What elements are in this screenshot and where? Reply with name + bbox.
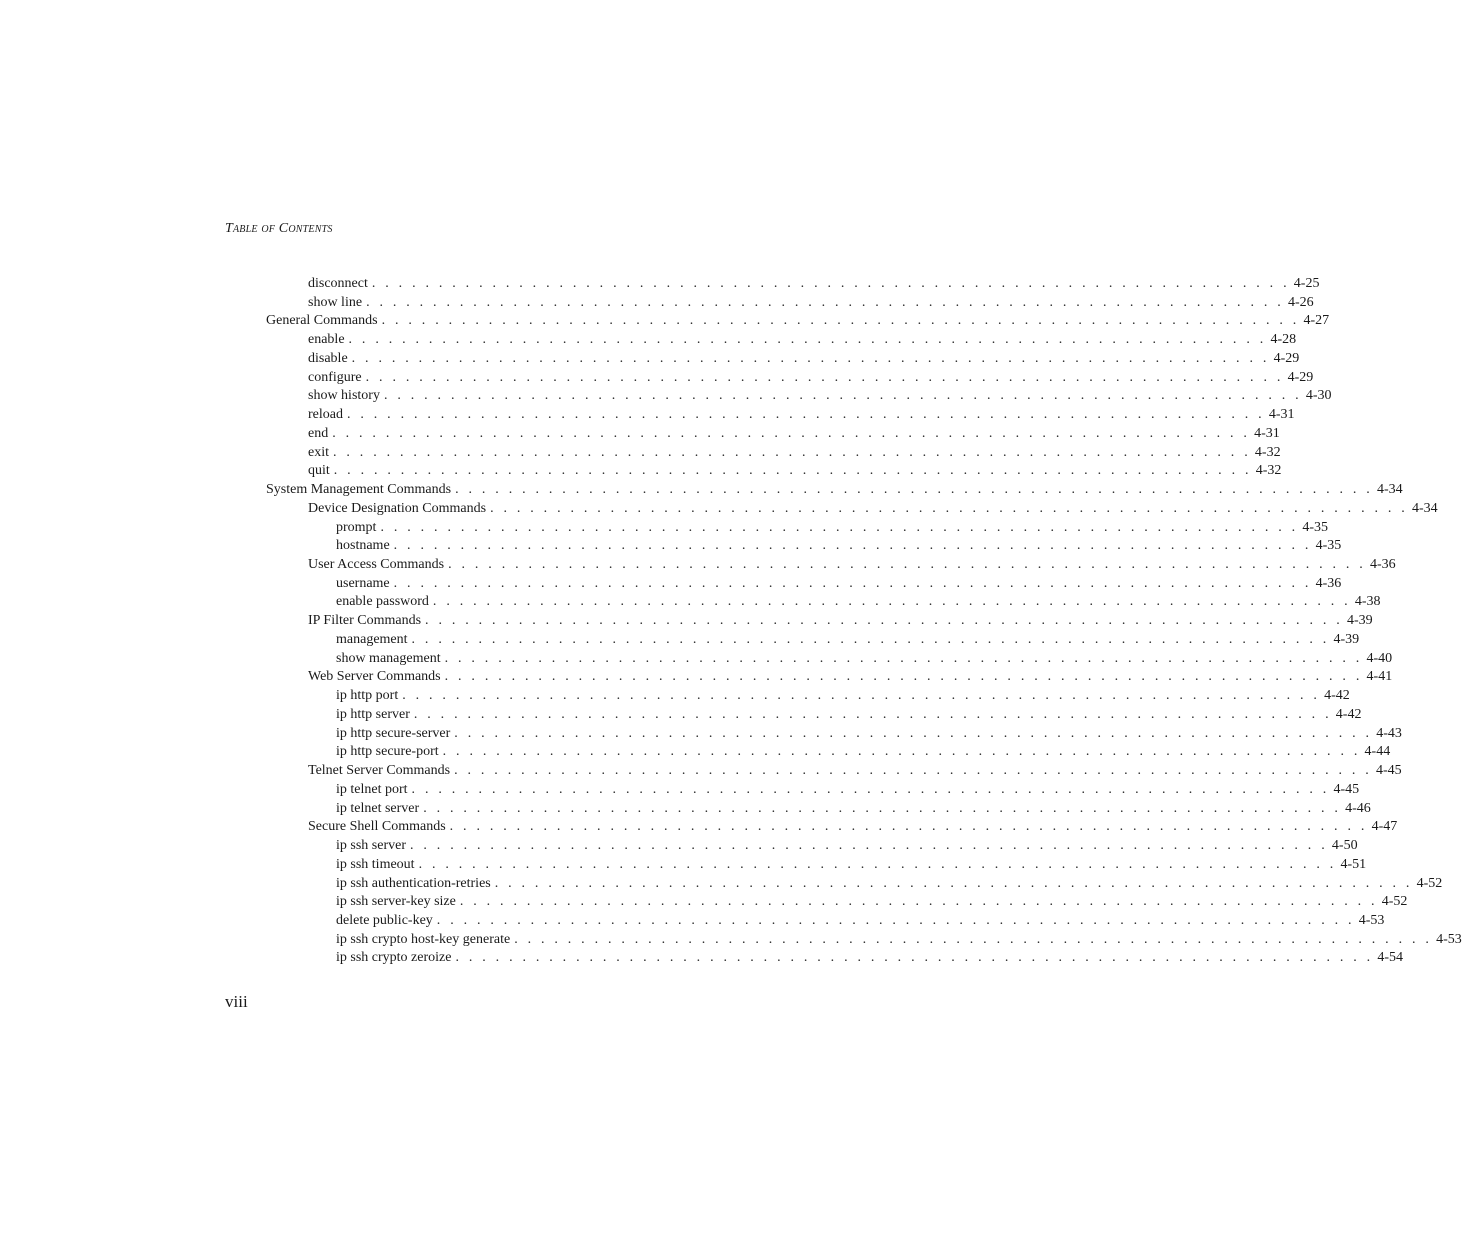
dot-leader: . . . . . . . . . . . . . . . . . . . . . . . . . . . . . . . . . . . . . . . . . . . . . . . . . . . . . . . . . . . . . . . . . . . . . <box>383 388 1302 404</box>
dot-leader: . . . . . . . . . . . . . . . . . . . . . . . . . . . . . . . . . . . . . . . . . . . . . . . . . . . . . . . . . . . . . . . . . . . . . <box>490 500 1408 516</box>
dot-leader: . . . . . . . . . . . . . . . . . . . . . . . . . . . . . . . . . . . . . . . . . . . . . . . . . . . . . . . . . . . . . . . . . . . . . <box>444 650 1363 666</box>
toc-entry <box>336 875 1443 894</box>
toc-entry <box>336 743 1391 762</box>
toc-entry-title: exit <box>308 444 329 460</box>
toc-entry-title: configure <box>308 369 362 385</box>
toc-entry <box>308 668 1393 687</box>
toc-entry <box>336 706 1362 725</box>
toc-entry-page: 4-28 <box>1270 332 1297 348</box>
toc-entry <box>336 650 1393 669</box>
toc-entry-title: Device Designation Commands <box>308 500 487 516</box>
toc-entry <box>336 725 1402 744</box>
dot-leader: . . . . . . . . . . . . . . . . . . . . . . . . . . . . . . . . . . . . . . . . . . . . . . . . . . . . . . . . . . . . . . . . . . . . . <box>444 669 1363 685</box>
dot-leader: . . . . . . . . . . . . . . . . . . . . . . . . . . . . . . . . . . . . . . . . . . . . . . . . . . . . . . . . . . . . . . . . . . . . . <box>332 425 1251 441</box>
toc-entry-page: 4-42 <box>1324 688 1350 704</box>
toc-entry-page: 4-29 <box>1273 350 1300 366</box>
page-number: viii <box>225 992 248 1011</box>
toc-entry <box>336 856 1367 875</box>
dot-leader: . . . . . . . . . . . . . . . . . . . . . . . . . . . . . . . . . . . . . . . . . . . . . . . . . . . . . . . . . . . . . . . . . . . . . <box>371 276 1290 291</box>
toc-entry-page: 4-40 <box>1366 650 1393 666</box>
toc-entry <box>308 444 1281 463</box>
toc-entry-page: 4-42 <box>1335 706 1362 722</box>
toc-entry-title: User Access Commands <box>308 557 445 573</box>
dot-leader: . . . . . . . . . . . . . . . . . . . . . . . . . . . . . . . . . . . . . . . . . . . . . . . . . . . . . . . . . . . . . . . . . . . . . <box>442 744 1361 760</box>
toc-entry-page: 4-25 <box>1293 276 1320 291</box>
toc-entry-title: Web Server Commands <box>308 669 441 685</box>
dot-leader: . . . . . . . . . . . . . . . . . . . . . . . . . . . . . . . . . . . . . . . . . . . . . . . . . . . . . . . . . . . . . . . . . . . . . <box>455 950 1374 966</box>
toc-entry-title: end <box>308 425 329 441</box>
toc-entry-title: hostname <box>336 538 390 554</box>
toc-entry-title: disconnect <box>308 276 368 291</box>
toc-entry-page: 4-36 <box>1315 575 1342 591</box>
toc-entry-page: 4-52 <box>1381 894 1408 910</box>
toc-entry <box>308 425 1280 444</box>
toc-entry <box>336 949 1404 968</box>
toc-entry <box>308 387 1332 406</box>
toc-entry <box>336 912 1385 931</box>
toc-entry-page: 4-27 <box>1303 313 1330 329</box>
toc-entry <box>336 575 1342 594</box>
toc-entry <box>308 556 1396 575</box>
toc-entry-page: 4-52 <box>1416 875 1443 891</box>
dot-leader: . . . . . . . . . . . . . . . . . . . . . . . . . . . . . . . . . . . . . . . . . . . . . . . . . . . . . . . . . . . . . . . . . . . . . <box>333 444 1251 460</box>
toc-entry-page: 4-32 <box>1254 444 1281 460</box>
toc-entry-page: 4-30 <box>1305 388 1332 404</box>
dot-leader: . . . . . . . . . . . . . . . . . . . . . . . . . . . . . . . . . . . . . . . . . . . . . . . . . . . . . . . . . . . . . . . . . . . . . <box>366 294 1284 310</box>
toc-entry-title: username <box>336 575 390 591</box>
toc-entry-title: ip telnet server <box>336 800 420 816</box>
toc-entry-title: quit <box>308 463 330 479</box>
toc-entry-page: 4-34 <box>1377 482 1403 498</box>
toc-entry-page: 4-44 <box>1364 744 1391 760</box>
toc-entry-title: enable password <box>336 594 429 610</box>
toc-entry-title: ip ssh server-key size <box>336 894 456 910</box>
dot-leader: . . . . . . . . . . . . . . . . . . . . . . . . . . . . . . . . . . . . . . . . . . . . . . . . . . . . . . . . . . . . . . . . . . . . . <box>380 519 1299 535</box>
toc-entry <box>336 593 1381 612</box>
dot-leader: . . . . . . . . . . . . . . . . . . . . . . . . . . . . . . . . . . . . . . . . . . . . . . . . . . . . . . . . . . . . . . . . . . . . . <box>455 482 1373 498</box>
toc-entry-title: ip ssh server <box>336 838 406 854</box>
toc-entry <box>336 893 1408 912</box>
running-header: Table of Contents <box>225 221 333 236</box>
toc-entry-page: 4-31 <box>1254 425 1280 441</box>
toc-entry-page: 4-53 <box>1358 912 1385 928</box>
dot-leader: . . . . . . . . . . . . . . . . . . . . . . . . . . . . . . . . . . . . . . . . . . . . . . . . . . . . . . . . . . . . . . . . . . . . . <box>413 706 1332 722</box>
toc-entry <box>336 837 1358 856</box>
toc-entry-title: prompt <box>336 519 377 535</box>
dot-leader: . . . . . . . . . . . . . . . . . . . . . . . . . . . . . . . . . . . . . . . . . . . . . . . . . . . . . . . . . . . . . . . . . . . . . <box>449 819 1368 835</box>
dot-leader: . . . . . . . . . . . . . . . . . . . . . . . . . . . . . . . . . . . . . . . . . . . . . . . . . . . . . . . . . . . . . . . . . . . . . <box>448 557 1366 573</box>
toc-entry <box>308 762 1402 781</box>
toc-entry <box>308 350 1300 369</box>
toc-entry-title: show management <box>336 650 441 666</box>
toc-entry <box>308 294 1314 313</box>
toc-entry-title: General Commands <box>266 313 378 329</box>
toc-entry-title: disable <box>308 350 348 366</box>
toc-entry-page: 4-47 <box>1371 819 1398 835</box>
toc-entry-page: 4-50 <box>1331 838 1358 854</box>
dot-leader: . . . . . . . . . . . . . . . . . . . . . . . . . . . . . . . . . . . . . . . . . . . . . . . . . . . . . . . . . . . . . . . . . . . . . <box>418 856 1337 872</box>
dot-leader: . . . . . . . . . . . . . . . . . . . . . . . . . . . . . . . . . . . . . . . . . . . . . . . . . . . . . . . . . . . . . . . . . . . . . <box>348 332 1267 348</box>
toc-entry-page: 4-53 <box>1436 931 1462 947</box>
toc-entry-title: Telnet Server Commands <box>308 763 451 779</box>
toc-entry <box>308 612 1373 631</box>
toc-entry-title: Secure Shell Commands <box>308 819 446 835</box>
toc-entry-page: 4-45 <box>1333 781 1360 797</box>
toc-entry-page: 4-29 <box>1287 369 1314 385</box>
dot-leader: . . . . . . . . . . . . . . . . . . . . . . . . . . . . . . . . . . . . . . . . . . . . . . . . . . . . . . . . . . . . . . . . . . . . . <box>351 350 1270 366</box>
toc-entry-page: 4-39 <box>1333 631 1360 647</box>
toc-entry-title: show line <box>308 294 363 310</box>
toc-entry-page: 4-54 <box>1377 950 1404 966</box>
toc-entry-page: 4-46 <box>1345 800 1371 816</box>
toc-entry-page: 4-35 <box>1315 538 1342 554</box>
toc-entry <box>308 369 1314 388</box>
toc-entry <box>266 481 1403 500</box>
dot-leader: . . . . . . . . . . . . . . . . . . . . . . . . . . . . . . . . . . . . . . . . . . . . . . . . . . . . . . . . . . . . . . . . . . . . . <box>365 369 1284 385</box>
toc-entry <box>308 406 1295 425</box>
toc-entry-page: 4-35 <box>1302 519 1329 535</box>
dot-leader: . . . . . . . . . . . . . . . . . . . . . . . . . . . . . . . . . . . . . . . . . . . . . . . . . . . . . . . . . . . . . . . . . . . . . <box>333 463 1252 479</box>
dot-leader: . . . . . . . . . . . . . . . . . . . . . . . . . . . . . . . . . . . . . . . . . . . . . . . . . . . . . . . . . . . . . . . . . . . . . <box>393 538 1312 554</box>
toc-entry-title: ip http server <box>336 706 410 722</box>
dot-leader: . . . . . . . . . . . . . . . . . . . . . . . . . . . . . . . . . . . . . . . . . . . . . . . . . . . . . . . . . . . . . . . . . . . . . <box>411 631 1330 647</box>
toc-entry-title: delete public-key <box>336 912 433 928</box>
toc-entry-page: 4-34 <box>1411 500 1438 516</box>
dot-leader: . . . . . . . . . . . . . . . . . . . . . . . . . . . . . . . . . . . . . . . . . . . . . . . . . . . . . . . . . . . . . . . . . . . . . <box>425 613 1343 629</box>
toc-entry-page: 4-38 <box>1354 594 1381 610</box>
dot-leader: . . . . . . . . . . . . . . . . . . . . . . . . . . . . . . . . . . . . . . . . . . . . . . . . . . . . . . . . . . . . . . . . . . . . . <box>459 894 1378 910</box>
toc-entry-title: System Management Commands <box>266 482 452 498</box>
toc-entry-page: 4-51 <box>1340 856 1367 872</box>
toc-entry-title: ip http port <box>336 688 399 704</box>
toc-entry-title: ip ssh crypto zeroize <box>336 950 452 966</box>
toc-entry-page: 4-31 <box>1268 407 1295 423</box>
dot-leader: . . . . . . . . . . . . . . . . . . . . . . . . . . . . . . . . . . . . . . . . . . . . . . . . . . . . . . . . . . . . . . . . . . . . . <box>454 763 1373 779</box>
toc-entry-page: 4-45 <box>1376 763 1402 779</box>
dot-leader: . . . . . . . . . . . . . . . . . . . . . . . . . . . . . . . . . . . . . . . . . . . . . . . . . . . . . . . . . . . . . . . . . . . . . <box>402 688 1321 704</box>
toc-entry-page: 4-43 <box>1376 725 1402 741</box>
dot-leader: . . . . . . . . . . . . . . . . . . . . . . . . . . . . . . . . . . . . . . . . . . . . . . . . . . . . . . . . . . . . . . . . . . . . . <box>432 594 1351 610</box>
toc-entry-title: enable <box>308 332 345 348</box>
toc-entry-page: 4-26 <box>1287 294 1314 310</box>
toc-entry <box>308 818 1398 837</box>
dot-leader: . . . . . . . . . . . . . . . . . . . . . . . . . . . . . . . . . . . . . . . . . . . . . . . . . . . . . . . . . . . . . . . . . . . . . <box>410 838 1328 854</box>
toc-entry-title: IP Filter Commands <box>308 613 422 629</box>
toc-entry-page: 4-36 <box>1370 557 1396 573</box>
dot-leader: . . . . . . . . . . . . . . . . . . . . . . . . . . . . . . . . . . . . . . . . . . . . . . . . . . . . . . . . . . . . . . . . . . . . . <box>423 800 1342 816</box>
dot-leader: . . . . . . . . . . . . . . . . . . . . . . . . . . . . . . . . . . . . . . . . . . . . . . . . . . . . . . . . . . . . . . . . . . . . . <box>393 575 1312 591</box>
table-of-contents <box>0 275 1462 968</box>
toc-entry <box>336 519 1329 538</box>
dot-leader: . . . . . . . . . . . . . . . . . . . . . . . . . . . . . . . . . . . . . . . . . . . . . . . . . . . . . . . . . . . . . . . . . . . . . <box>494 875 1413 891</box>
toc-entry <box>266 312 1330 331</box>
toc-entry-title: ip telnet port <box>336 781 408 797</box>
toc-entry <box>336 537 1342 556</box>
toc-entry <box>308 462 1282 481</box>
dot-leader: . . . . . . . . . . . . . . . . . . . . . . . . . . . . . . . . . . . . . . . . . . . . . . . . . . . . . . . . . . . . . . . . . . . . . <box>454 725 1373 741</box>
toc-entry-title: ip ssh timeout <box>336 856 415 872</box>
toc-entry <box>308 275 1320 294</box>
toc-entry-title: ip ssh authentication-retries <box>336 875 491 891</box>
toc-entry-title: show history <box>308 388 380 404</box>
toc-entry-title: management <box>336 631 408 647</box>
toc-entry-title: ip ssh crypto host-key generate <box>336 931 511 947</box>
toc-entry-title: ip http secure-port <box>336 744 439 760</box>
dot-leader: . . . . . . . . . . . . . . . . . . . . . . . . . . . . . . . . . . . . . . . . . . . . . . . . . . . . . . . . . . . . . . . . . . . . . <box>411 781 1330 797</box>
toc-entry <box>336 931 1462 950</box>
dot-leader: . . . . . . . . . . . . . . . . . . . . . . . . . . . . . . . . . . . . . . . . . . . . . . . . . . . . . . . . . . . . . . . . . . . . . <box>436 912 1355 928</box>
toc-entry-page: 4-39 <box>1346 613 1373 629</box>
toc-entry <box>336 781 1360 800</box>
toc-entry-page: 4-32 <box>1255 463 1282 479</box>
toc-entry <box>308 500 1438 519</box>
dot-leader: . . . . . . . . . . . . . . . . . . . . . . . . . . . . . . . . . . . . . . . . . . . . . . . . . . . . . . . . . . . . . . . . . . . . . <box>381 313 1300 329</box>
toc-entry <box>336 800 1371 819</box>
toc-entry-title: reload <box>308 407 343 423</box>
dot-leader: . . . . . . . . . . . . . . . . . . . . . . . . . . . . . . . . . . . . . . . . . . . . . . . . . . . . . . . . . . . . . . . . . . . . . <box>514 931 1433 947</box>
toc-entry <box>308 331 1297 350</box>
toc-entry <box>336 687 1350 706</box>
toc-entry <box>336 631 1360 650</box>
toc-entry-page: 4-41 <box>1366 669 1393 685</box>
dot-leader: . . . . . . . . . . . . . . . . . . . . . . . . . . . . . . . . . . . . . . . . . . . . . . . . . . . . . . . . . . . . . . . . . . . . . <box>346 407 1265 423</box>
toc-entry-title: ip http secure-server <box>336 725 451 741</box>
